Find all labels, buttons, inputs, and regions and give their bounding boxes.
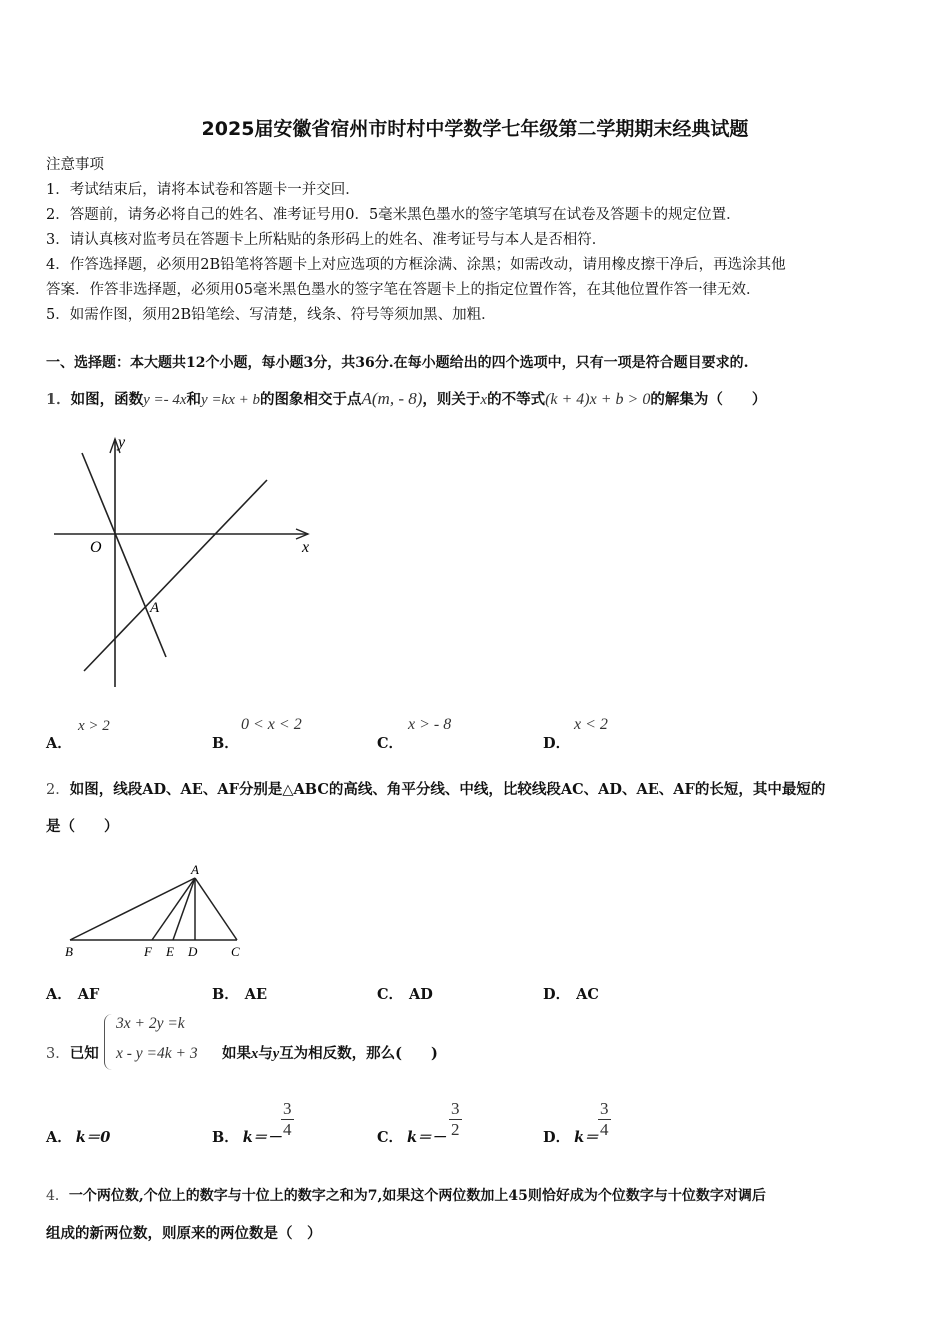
denominator: 2 — [451, 1120, 460, 1139]
notice-item-4: 4．作答选择题，必须用2B铅笔将答题卡上对应选项的方框涂满、涂黑；如需改动，请用橡皮擦干净后，再选涂其他 — [46, 257, 786, 273]
q2-option-c[interactable] — [377, 983, 433, 1004]
option-text: AD — [409, 986, 433, 1003]
q3-text-2 — [222, 1042, 438, 1063]
option-text: k＝－ — [242, 1129, 282, 1146]
q1-option-a[interactable] — [46, 732, 72, 753]
option-text: k＝0 — [75, 1129, 111, 1146]
q1-option-c-text: x > ‐ 8 — [408, 716, 452, 733]
notice-item-3: 3．请认真核对监考员在答题卡上所粘贴的条形码上的姓名、准考证号与本人是否相符． — [46, 232, 607, 248]
question-number: 4． — [46, 1188, 69, 1204]
q1-option-a-text: x > 2 — [78, 718, 110, 734]
option-letter: C． — [377, 1129, 404, 1146]
question-number: 3． — [46, 1046, 70, 1062]
system-brace — [104, 1014, 113, 1070]
notice-item-4-cont: 答案．作答非选择题，必须用05毫米黑色墨水的签字笔在答题卡上的指定位置作答，在其他位置作答一律无效． — [46, 282, 761, 298]
q3-text-1: 已知 — [69, 1045, 99, 1062]
numerator: 3 — [600, 1099, 609, 1118]
option-letter: A． — [46, 735, 72, 752]
q3-option-a[interactable] — [46, 1126, 110, 1147]
q1-text-6: 的解集为（ ） — [650, 391, 767, 408]
option-letter: D． — [543, 986, 571, 1003]
q2-option-d[interactable] — [543, 983, 599, 1004]
notice-item-5: 5．如需作图，须用2B铅笔绘、写清楚，线条、符号等须加黑、加粗． — [46, 307, 496, 323]
notice-item-1: 1．考试结束后，请将本试卷和答题卡一并交回． — [46, 182, 360, 198]
point-d-label: D — [188, 944, 198, 959]
x-axis-label: x — [302, 539, 310, 556]
q3-option-d[interactable] — [543, 1126, 599, 1147]
q4-text: 一个两位数,个位上的数字与十位上的数字之和为7,如果这个两位数加上45则恰好成为个位数字与十位数字对调后 — [68, 1188, 766, 1204]
option-letter: A． — [46, 986, 72, 1003]
point-f-label: F — [144, 944, 152, 959]
question-3 — [46, 1042, 99, 1063]
q2-text-cont: 是（ ） — [46, 818, 119, 835]
q3-equation-2: x ‐ y =4k + 3 — [116, 1045, 198, 1062]
y-axis-label: y — [118, 434, 126, 451]
numerator: 3 — [283, 1099, 292, 1118]
q1-text-4: ，则关于 — [422, 391, 481, 408]
vertex-a-label: A — [191, 862, 199, 877]
option-letter: D． — [543, 1129, 571, 1146]
q3-text-if: 如果 — [222, 1045, 251, 1062]
q1-option-c[interactable] — [377, 732, 403, 753]
option-letter: B． — [212, 1129, 239, 1146]
q3-option-c[interactable] — [377, 1126, 446, 1147]
q3-equation-1: 3x + 2y =k — [116, 1015, 185, 1032]
q1-math-1: y =‐ 4x — [143, 392, 187, 408]
q1-text-2: 和 — [186, 391, 202, 408]
q3-text-and: 与 — [258, 1045, 273, 1062]
vertex-c-label: C — [231, 944, 240, 959]
notice-item-2: 2．答题前，请务必将自己的姓名、准考证号用0．5毫米黑色墨水的签字笔填写在试卷及答题卡的规定位置． — [46, 207, 741, 223]
option-letter: C． — [377, 986, 404, 1003]
question-1 — [46, 388, 766, 409]
option-letter: C． — [377, 735, 404, 752]
q3-option-c-fraction — [449, 1099, 462, 1140]
q1-text-3: 的图象相交于点 — [260, 391, 362, 408]
option-text: k＝ — [574, 1129, 599, 1146]
q1-option-b-text: 0 < x < 2 — [241, 716, 302, 733]
q1-text-5: 的不等式 — [487, 391, 546, 408]
option-letter: A． — [46, 1129, 72, 1146]
q1-math-5: (k + 4)x + b > 0 — [545, 391, 651, 408]
q1-math-3: A(m, ‐ 8) — [361, 389, 423, 408]
q4-text-cont: 组成的新两位数，则原来的两位数是（ ） — [46, 1225, 322, 1242]
question-2 — [46, 778, 825, 799]
option-text: k＝－ — [407, 1129, 447, 1146]
q2-triangle — [55, 858, 255, 963]
q1-text-1: 如图，函数 — [70, 391, 144, 408]
option-letter: D． — [543, 735, 571, 752]
q1-math-4: x — [480, 392, 488, 408]
question-number: 1． — [46, 391, 71, 408]
q3-option-d-fraction — [598, 1099, 611, 1140]
option-letter: B． — [212, 735, 239, 752]
origin-label: O — [90, 539, 102, 556]
segment-ac — [195, 878, 237, 940]
question-number: 2． — [46, 782, 70, 798]
q3-var-y: y — [272, 1046, 280, 1062]
point-a-label: A — [150, 600, 160, 616]
page-title: 2025届安徽省宿州市时村中学数学七年级第二学期期末经典试题 — [201, 118, 749, 140]
question-4 — [46, 1185, 766, 1205]
q2-option-b[interactable] — [212, 983, 267, 1004]
q3-option-b-fraction — [281, 1099, 294, 1140]
denominator: 4 — [600, 1120, 609, 1139]
segment-af — [152, 878, 195, 940]
option-text: AF — [77, 986, 100, 1003]
q1-math-2: y =kx + b — [201, 392, 260, 408]
q3-var-x: x — [251, 1046, 259, 1062]
option-text: AC — [576, 986, 599, 1003]
q1-option-d-text: x < 2 — [574, 716, 608, 733]
q3-option-b[interactable] — [212, 1126, 282, 1147]
q1-option-d[interactable] — [543, 732, 570, 753]
q2-option-a[interactable] — [46, 983, 99, 1004]
option-letter: B． — [212, 986, 239, 1003]
numerator: 3 — [451, 1099, 460, 1118]
line-y-kx-b — [84, 480, 267, 671]
section-heading: 一、选择题：本大题共12个小题，每小题3分，共36分.在每小题给出的四个选项中，只有一项是符合题目要求的. — [46, 355, 749, 371]
denominator: 4 — [283, 1120, 292, 1139]
point-e-label: E — [166, 944, 174, 959]
q2-text: 如图，线段AD、AE、AF分别是△ABC的高线、角平分线、中线，比较线段AC、AD、AE、AF的长短，其中最短的 — [69, 781, 826, 798]
vertex-b-label: B — [65, 944, 73, 959]
q1-option-b[interactable] — [212, 732, 239, 753]
q1-graph — [40, 425, 330, 700]
q3-text-rest: 互为相反数，那么( ) — [279, 1045, 438, 1062]
notice-heading: 注意事项 — [46, 157, 104, 173]
option-text: AE — [244, 986, 268, 1003]
